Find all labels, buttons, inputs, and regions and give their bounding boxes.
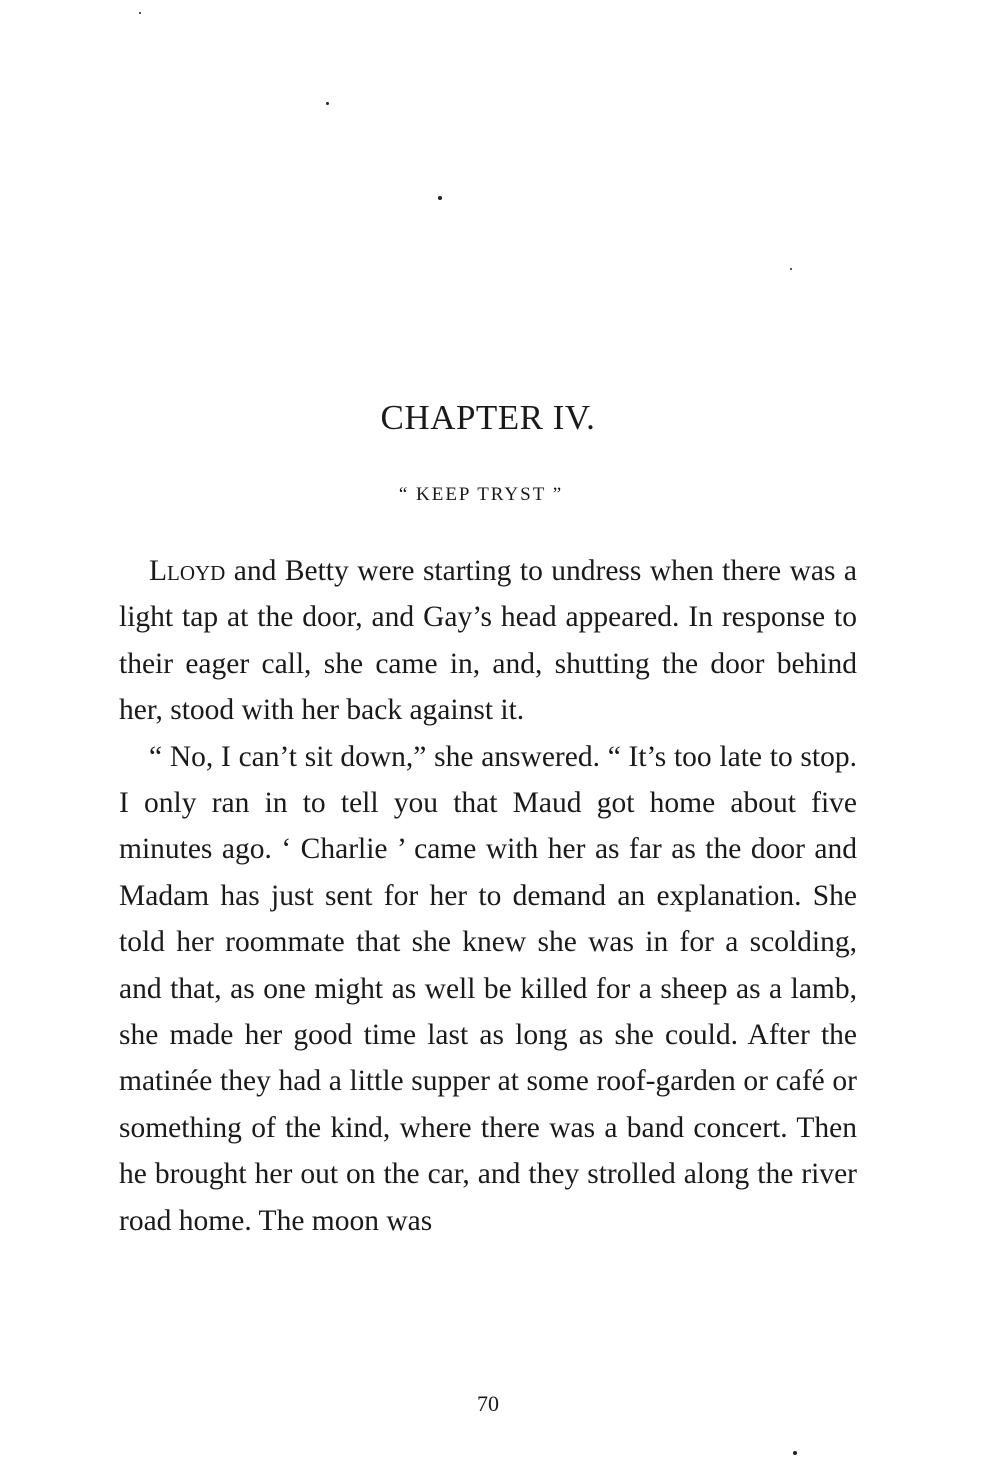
paragraph-lead-word: Lloyd [149,555,226,587]
chapter-title: CHAPTER IV. [380,398,596,437]
ink-speck [793,1451,797,1455]
paragraph [119,548,857,734]
ink-speck [790,268,792,270]
page-number: 70 [477,1391,499,1416]
ink-speck [139,12,141,14]
chapter-body [119,548,857,1244]
paragraph-text: “ No, I can’t sit down,” she answered. “ It’s too late to stop. I only ran in to tell you that Maud got home about five minutes ago. ‘ Charlie ’ came with her as far as the door and Madam has just sent for her to demand an explanation. She told her roommate that she knew she was in for a scolding, and that, as one might as well be killed for a sheep as a lamb, she made her good time last as long as she could. After the matinée they had a little supper at some roof-garden or café or something of the kind, where there was a band concert. Then he brought her out on the car, and they strolled along the river road home. The moon was [119,740,857,1237]
ink-speck [326,102,329,105]
paragraph [119,734,857,1244]
ink-speck [438,196,442,200]
paragraph-text: and Betty were starting to undress when there was a light tap at the door, and Gay’s head appeared. In response to their eager call, she came in, and, shutting the door behind her, stood with her back against it. [119,555,857,727]
chapter-subtitle: “ KEEP TRYST ” [398,484,564,505]
